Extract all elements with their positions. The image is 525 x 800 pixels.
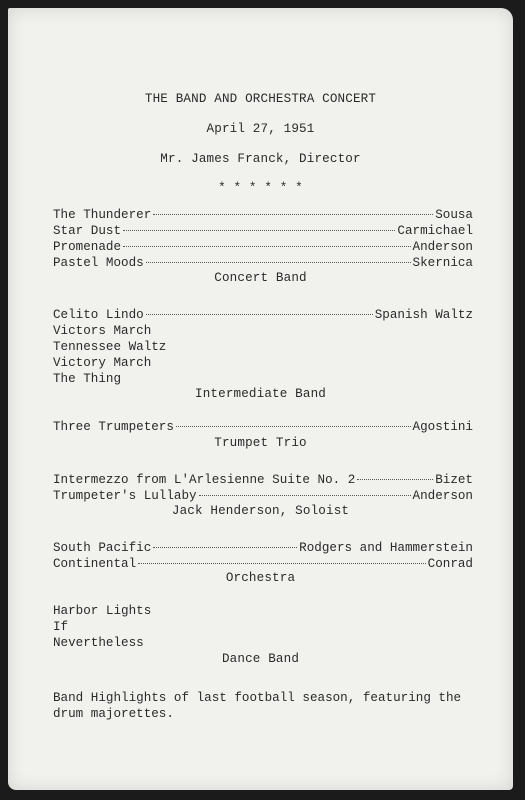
- program-row: [53, 489, 473, 504]
- section-label: Jack Henderson, Soloist: [171, 504, 350, 518]
- piece-title: Three Trumpeters: [53, 420, 174, 434]
- concert-date: April 27, 1951: [206, 122, 315, 136]
- composer: Sousa: [435, 208, 473, 222]
- dot-leader: [123, 230, 395, 231]
- dot-leader: [146, 314, 373, 315]
- piece-title: Promenade: [53, 240, 122, 254]
- composer: Carmichael: [397, 224, 473, 238]
- piece-title: Trumpeter's Lullaby: [53, 489, 197, 503]
- piece-title: If: [53, 620, 69, 634]
- stars-divider: * * * * * *: [218, 181, 303, 195]
- composer: Agostini: [412, 420, 473, 434]
- concert-title: THE BAND AND ORCHESTRA CONCERT: [144, 92, 377, 106]
- program-row: [53, 256, 473, 271]
- section-label: Dance Band: [221, 652, 300, 666]
- piece-title: Harbor Lights: [53, 604, 152, 618]
- program-row: [53, 224, 473, 239]
- section-label: Trumpet Trio: [214, 436, 307, 450]
- composer: Anderson: [412, 240, 473, 254]
- dot-leader: [176, 426, 411, 427]
- dot-leader: [153, 214, 433, 215]
- piece-title: The Thing: [53, 372, 122, 386]
- dot-leader: [123, 246, 411, 247]
- piece-title: Victory March: [53, 356, 152, 370]
- piece-title: Victors March: [53, 324, 152, 338]
- composer: Rodgers and Hammerstein: [299, 541, 473, 555]
- section-label: Intermediate Band: [194, 387, 327, 401]
- section-label: Concert Band: [214, 271, 307, 285]
- piece-title: Nevertheless: [53, 636, 144, 650]
- program-row: [53, 308, 473, 323]
- piece-title: Tennessee Waltz: [53, 340, 167, 354]
- composer: Spanish Waltz: [374, 308, 473, 322]
- dot-leader: [153, 547, 297, 548]
- footer-note: Band Highlights of last football season, featuring the drum majorettes.: [53, 691, 462, 721]
- director-line: Mr. James Franck, Director: [160, 152, 361, 166]
- composer: Skernica: [412, 256, 473, 270]
- piece-title: South Pacific: [53, 541, 152, 555]
- program-row: [53, 420, 473, 435]
- dot-leader: [146, 262, 411, 263]
- composer: Bizet: [435, 473, 473, 487]
- program-row: [53, 240, 473, 255]
- piece-title: Intermezzo from L'Arlesienne Suite No. 2: [53, 473, 356, 487]
- program-row: [53, 208, 473, 223]
- dot-leader: [199, 495, 411, 496]
- section-label: Orchestra: [225, 571, 296, 585]
- program-row: [53, 557, 473, 572]
- program-row: [53, 541, 473, 556]
- piece-title: Pastel Moods: [53, 256, 144, 270]
- composer: Conrad: [427, 557, 473, 571]
- piece-title: Celito Lindo: [53, 308, 144, 322]
- program-page: [8, 8, 513, 790]
- program-row: [53, 473, 473, 488]
- piece-title: The Thunderer: [53, 208, 152, 222]
- piece-title: Continental: [53, 557, 137, 571]
- piece-title: Star Dust: [53, 224, 122, 238]
- dot-leader: [357, 479, 433, 480]
- composer: Anderson: [412, 489, 473, 503]
- dot-leader: [138, 563, 426, 564]
